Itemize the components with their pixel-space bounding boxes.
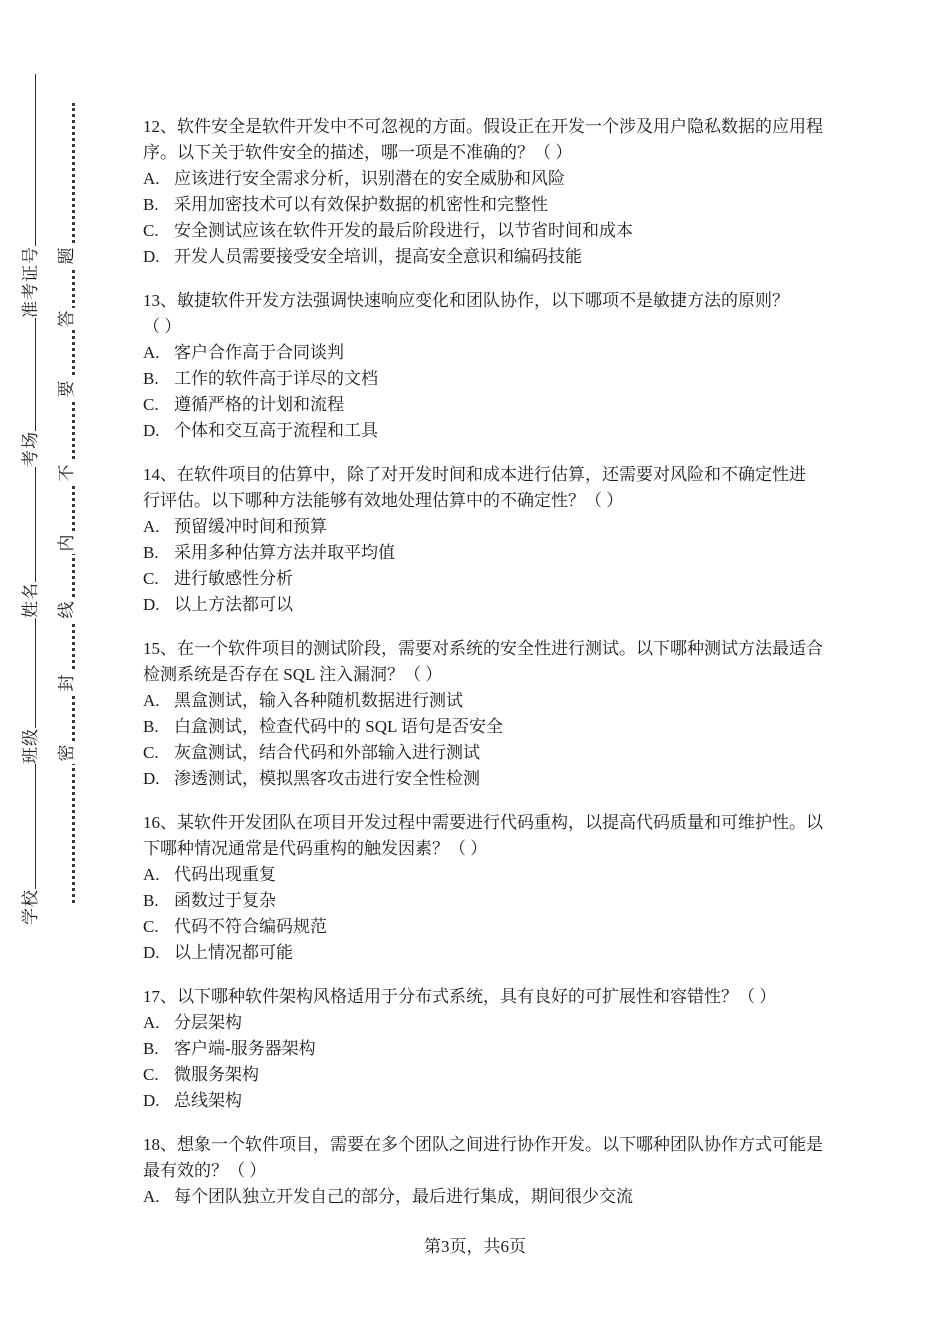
option-row <box>143 888 838 914</box>
option-letter: C. <box>143 743 159 762</box>
page-footer <box>0 1237 950 1257</box>
exam-field-label-exam-room: 考场 <box>21 431 40 467</box>
option-row <box>143 940 838 966</box>
question-block-12 <box>143 114 838 270</box>
option-letter: C. <box>143 917 159 936</box>
seal-char: 线 <box>57 599 77 621</box>
question-stem-line: 17、以下哪种软件架构风格适用于分布式系统，具有良好的可扩展性和容错性？（ ） <box>143 987 777 1006</box>
question-stem-line: 18、想象一个软件项目，需要在多个团队之间进行协作开发。以下哪种团队协作方式可能是 <box>143 1135 823 1154</box>
option-row <box>143 566 838 592</box>
option-letter: C. <box>143 569 159 588</box>
option-text: 客户端-服务器架构 <box>174 1039 316 1058</box>
option-row <box>143 1184 838 1210</box>
question-stem-line: 检测系统是否存在 SQL 注入漏洞？（ ） <box>143 665 443 684</box>
option-letter: D. <box>143 421 160 440</box>
question-stem-line: 12、软件安全是软件开发中不可忽视的方面。假设正在开发一个涉及用户隐私数据的应用程 <box>143 117 823 136</box>
option-row <box>143 166 838 192</box>
option-letter: B. <box>143 891 159 910</box>
question-block-15 <box>143 636 838 792</box>
exam-field-blank-admission-number <box>34 74 36 246</box>
option-letter: D. <box>143 1091 160 1110</box>
page-number: 第3页，共6页 <box>424 1237 526 1256</box>
option-letter: A. <box>143 865 160 884</box>
seal-char: 答 <box>57 308 77 330</box>
option-letter: A. <box>143 1013 160 1032</box>
option-row <box>143 714 838 740</box>
option-text: 分层架构 <box>174 1013 242 1032</box>
option-row <box>143 1010 838 1036</box>
option-text: 渗透测试，模拟黑客攻击进行安全性检测 <box>174 769 480 788</box>
option-text: 总线架构 <box>174 1091 242 1110</box>
option-text: 采用多种估算方法并取平均值 <box>174 543 395 562</box>
option-row <box>143 592 838 618</box>
seal-char: 内 <box>57 532 77 554</box>
question-block-17 <box>143 984 838 1114</box>
exam-field-blank-name <box>34 467 36 582</box>
question-stem-line: 14、在软件项目的估算中，除了对开发时间和成本进行估算，还需要对风险和不确定性进 <box>143 465 806 484</box>
option-text: 预留缓冲时间和预算 <box>174 517 327 536</box>
option-text: 每个团队独立开发自己的部分，最后进行集成，期间很少交流 <box>174 1187 633 1206</box>
option-text: 开发人员需要接受安全培训，提高安全意识和编码技能 <box>174 247 582 266</box>
option-text: 代码出现重复 <box>174 865 276 884</box>
option-row <box>143 540 838 566</box>
option-text: 采用加密技术可以有效保护数据的机密性和完整性 <box>174 195 548 214</box>
option-row <box>143 218 838 244</box>
option-letter: A. <box>143 691 160 710</box>
option-row <box>143 244 838 270</box>
option-text: 进行敏感性分析 <box>174 569 293 588</box>
option-row <box>143 192 838 218</box>
seal-char: 不 <box>57 462 77 484</box>
option-text: 白盒测试，检查代码中的 SQL 语句是否安全 <box>174 717 503 736</box>
exam-field-label-class: 班级 <box>21 728 40 764</box>
option-letter: B. <box>143 543 159 562</box>
option-letter: C. <box>143 221 159 240</box>
option-text: 黑盒测试，输入各种随机数据进行测试 <box>174 691 463 710</box>
option-row <box>143 366 838 392</box>
exam-field-label-admission-number: 准考证号 <box>21 246 40 318</box>
option-letter: D. <box>143 769 160 788</box>
option-text: 代码不符合编码规范 <box>174 917 327 936</box>
option-text: 应该进行安全需求分析，识别潜在的安全威胁和风险 <box>174 169 565 188</box>
question-stem-line: 序。以下关于软件安全的描述，哪一项是不准确的？（ ） <box>143 143 573 162</box>
option-letter: C. <box>143 395 159 414</box>
option-row <box>143 914 838 940</box>
option-text: 客户合作高于合同谈判 <box>174 343 344 362</box>
option-row <box>143 740 838 766</box>
option-letter: D. <box>143 595 160 614</box>
option-letter: A. <box>143 343 160 362</box>
option-letter: B. <box>143 1039 159 1058</box>
seal-char: 题 <box>57 245 77 267</box>
seal-char: 要 <box>57 378 77 400</box>
question-stem-line: 16、某软件开发团队在项目开发过程中需要进行代码重构，以提高代码质量和可维护性。以 <box>143 813 823 832</box>
exam-field-blank-school <box>34 764 36 889</box>
question-stem-line: 15、在一个软件项目的测试阶段，需要对系统的安全性进行测试。以下哪种测试方法最适合 <box>143 639 823 658</box>
seal-dotted-line <box>72 103 75 903</box>
question-stem-line: 最有效的？（ ） <box>143 1161 267 1180</box>
option-letter: A. <box>143 517 160 536</box>
option-letter: D. <box>143 247 160 266</box>
option-row <box>143 514 838 540</box>
option-text: 以上情况都可能 <box>174 943 293 962</box>
exam-field-blank-exam-room <box>34 318 36 431</box>
option-row <box>143 688 838 714</box>
option-row <box>143 1036 838 1062</box>
option-row <box>143 392 838 418</box>
option-row <box>143 862 838 888</box>
seal-char: 封 <box>57 672 77 694</box>
question-stem-line: （ ） <box>143 317 182 336</box>
questions-area <box>143 114 838 1228</box>
question-block-14 <box>143 462 838 618</box>
question-stem-line: 13、敏捷软件开发方法强调快速响应变化和团队协作，以下哪项不是敏捷方法的原则？ <box>143 291 789 310</box>
option-row <box>143 1062 838 1088</box>
option-text: 以上方法都可以 <box>174 595 293 614</box>
option-text: 灰盒测试，结合代码和外部输入进行测试 <box>174 743 480 762</box>
question-block-13 <box>143 288 838 444</box>
question-stem-line: 行评估。以下哪种方法能够有效地处理估算中的不确定性？（ ） <box>143 491 624 510</box>
option-text: 安全测试应该在软件开发的最后阶段进行，以节省时间和成本 <box>174 221 633 240</box>
question-block-16 <box>143 810 838 966</box>
option-row <box>143 1088 838 1114</box>
option-letter: D. <box>143 943 160 962</box>
exam-field-label-name: 姓名 <box>21 582 40 618</box>
option-letter: A. <box>143 169 160 188</box>
option-text: 个体和交互高于流程和工具 <box>174 421 378 440</box>
option-letter: A. <box>143 1187 160 1206</box>
option-letter: B. <box>143 195 159 214</box>
exam-field-blank-class <box>34 618 36 728</box>
option-row <box>143 340 838 366</box>
option-letter: B. <box>143 717 159 736</box>
exam-field-label-school: 学校 <box>21 889 40 925</box>
option-text: 函数过于复杂 <box>174 891 276 910</box>
question-stem-line: 下哪种情况通常是代码重构的触发因素？（ ） <box>143 839 488 858</box>
exam-header-fields <box>13 85 48 925</box>
option-text: 工作的软件高于详尽的文档 <box>174 369 378 388</box>
option-row <box>143 418 838 444</box>
option-letter: B. <box>143 369 159 388</box>
option-text: 微服务架构 <box>174 1065 259 1084</box>
question-block-18 <box>143 1132 838 1210</box>
option-letter: C. <box>143 1065 159 1084</box>
seal-char: 密 <box>57 742 77 764</box>
option-row <box>143 766 838 792</box>
option-text: 遵循严格的计划和流程 <box>174 395 344 414</box>
